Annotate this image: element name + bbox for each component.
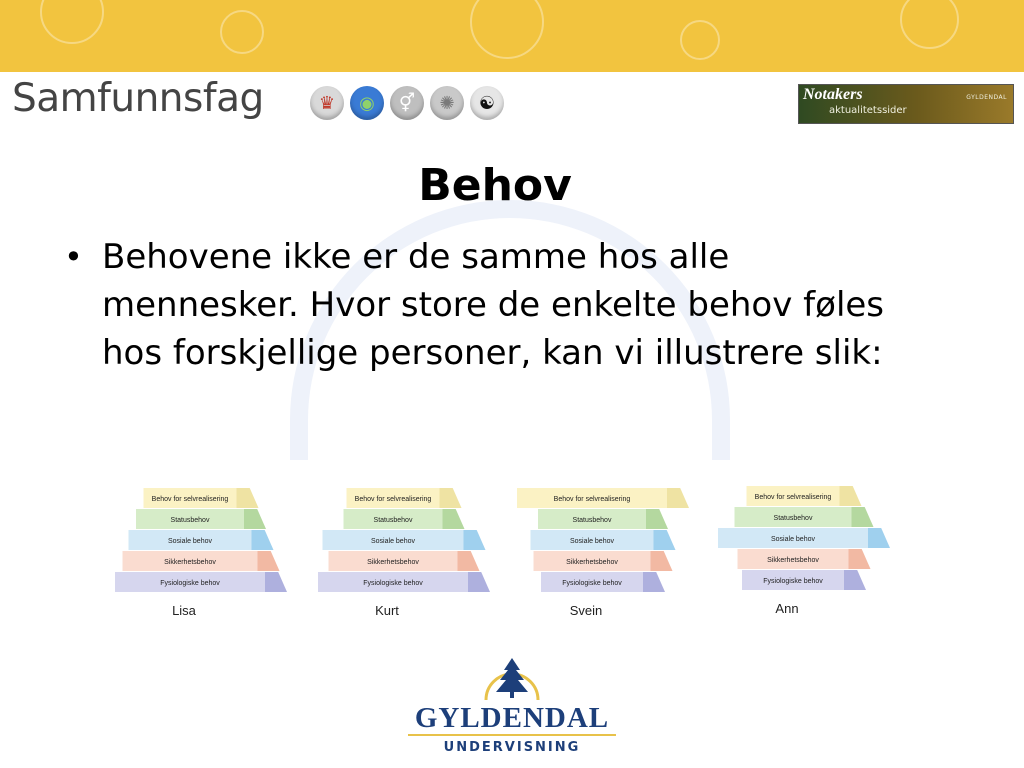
header-decorative-band: [0, 0, 1024, 72]
pyramid-kurt: [315, 488, 505, 623]
pyramid-level-side: [237, 488, 259, 508]
publisher-name: GYLDENDAL: [414, 702, 610, 734]
pyramid-level: [541, 572, 665, 592]
pyramid-level-side: [244, 509, 266, 529]
pyramid-level-side: [440, 488, 462, 508]
pyramid-level: [534, 551, 673, 571]
pyramid-level: [538, 509, 668, 529]
pyramid-level-side: [654, 530, 676, 550]
pyramid-level-side: [868, 528, 890, 548]
slide-title: Behov: [418, 160, 572, 211]
pyramid-level-label: Fysiologiske behov: [363, 580, 423, 587]
pyramid-level: [329, 551, 480, 571]
pyramid-level: [738, 549, 871, 569]
pyramid-level: [718, 528, 890, 548]
pyramid-level-label: Fysiologiske behov: [763, 578, 823, 585]
pyramid-level: [123, 551, 280, 571]
pyramid-level-label: Statusbehov: [170, 517, 210, 524]
pyramid-level: [747, 486, 862, 506]
pyramid-level: [531, 530, 676, 550]
pyramid-level-label: Sikkerhetsbehov: [566, 559, 618, 566]
coin-icon[interactable]: ✺: [430, 86, 464, 120]
bullet-text: Behovene ikke er de samme hos alle mennesker. Hvor store de enkelte behov føles hos forskjellige personer, kan vi illustrere slik:: [102, 237, 885, 373]
pyramid-level-label: Fysiologiske behov: [160, 580, 220, 587]
pyramid-level-side: [849, 549, 871, 569]
bullet-point: [64, 233, 944, 377]
person-name: Svein: [569, 603, 603, 618]
pyramid-level-label: Sosiale behov: [371, 538, 415, 545]
pyramid-level-side: [458, 551, 480, 571]
pyramid-level-label: Sikkerhetsbehov: [164, 559, 216, 566]
pyramid-level: [323, 530, 486, 550]
banner-subtitle: aktualitetssider: [829, 105, 907, 116]
pyramid-level: [136, 509, 266, 529]
subject-title: Samfunnsfag: [12, 76, 264, 121]
pyramid-level: [129, 530, 274, 550]
pyramid-ann: [715, 486, 905, 621]
coat-of-arms-icon[interactable]: ♛: [310, 86, 344, 120]
pyramid-level-label: Statusbehov: [373, 517, 413, 524]
pyramid-level-side: [468, 572, 490, 592]
pyramid-level-label: Sosiale behov: [168, 538, 212, 545]
pyramid-level-label: Sikkerhetsbehov: [367, 559, 419, 566]
pyramid-level-side: [646, 509, 668, 529]
pyramid-level-side: [840, 486, 862, 506]
pyramid-level: [517, 488, 689, 508]
pyramid-level: [115, 572, 287, 592]
pyramid-level-side: [643, 572, 665, 592]
tree-icon: [482, 652, 542, 702]
pyramid-level-side: [265, 572, 287, 592]
pyramid-level: [347, 488, 462, 508]
pyramid-level-label: Behov for selvrealisering: [151, 496, 229, 503]
pyramid-level-side: [651, 551, 673, 571]
pyramid-level-side: [852, 507, 874, 527]
yin-yang-icon[interactable]: ☯: [470, 86, 504, 120]
publisher-division: UNDERVISNING: [443, 740, 581, 755]
globe-icon[interactable]: ◉: [350, 86, 384, 120]
pyramid-level-side: [464, 530, 486, 550]
pyramid-level: [742, 570, 866, 590]
pyramid-level-label: Sosiale behov: [570, 538, 614, 545]
pyramid-level-label: Fysiologiske behov: [562, 580, 622, 587]
pyramid-level: [144, 488, 259, 508]
subject-icons: [310, 86, 504, 120]
pyramid-level-label: Sosiale behov: [771, 536, 815, 543]
pyramid-level: [344, 509, 465, 529]
pyramid-level-side: [258, 551, 280, 571]
pyramid-level-side: [667, 488, 689, 508]
pyramid-level-label: Behov for selvrealisering: [754, 494, 832, 501]
pyramid-level-label: Statusbehov: [572, 517, 612, 524]
pyramid-svein: [514, 488, 704, 623]
banner-publisher: GYLDENDAL: [966, 94, 1007, 101]
pyramid-level-side: [844, 570, 866, 590]
pyramid-level-label: Statusbehov: [773, 515, 813, 522]
pyramid-level: [318, 572, 490, 592]
pyramid-lisa: [112, 488, 302, 623]
banner-title: Notakers: [803, 86, 863, 103]
person-name: Ann: [775, 601, 799, 616]
pyramid-level-side: [443, 509, 465, 529]
pyramid-level-side: [252, 530, 274, 550]
pyramid-level-label: Behov for selvrealisering: [354, 496, 432, 503]
pyramid-level-label: Sikkerhetsbehov: [767, 557, 819, 564]
gender-icon[interactable]: ⚥: [390, 86, 424, 120]
gyldendal-logo: [400, 650, 624, 760]
person-name: Lisa: [172, 603, 196, 618]
person-name: Kurt: [375, 603, 399, 618]
notakers-banner[interactable]: [798, 84, 1014, 124]
pyramid-level: [735, 507, 874, 527]
bullet-dot: •: [64, 238, 83, 276]
pyramid-level-label: Behov for selvrealisering: [553, 496, 631, 503]
logo-divider: [408, 734, 616, 736]
